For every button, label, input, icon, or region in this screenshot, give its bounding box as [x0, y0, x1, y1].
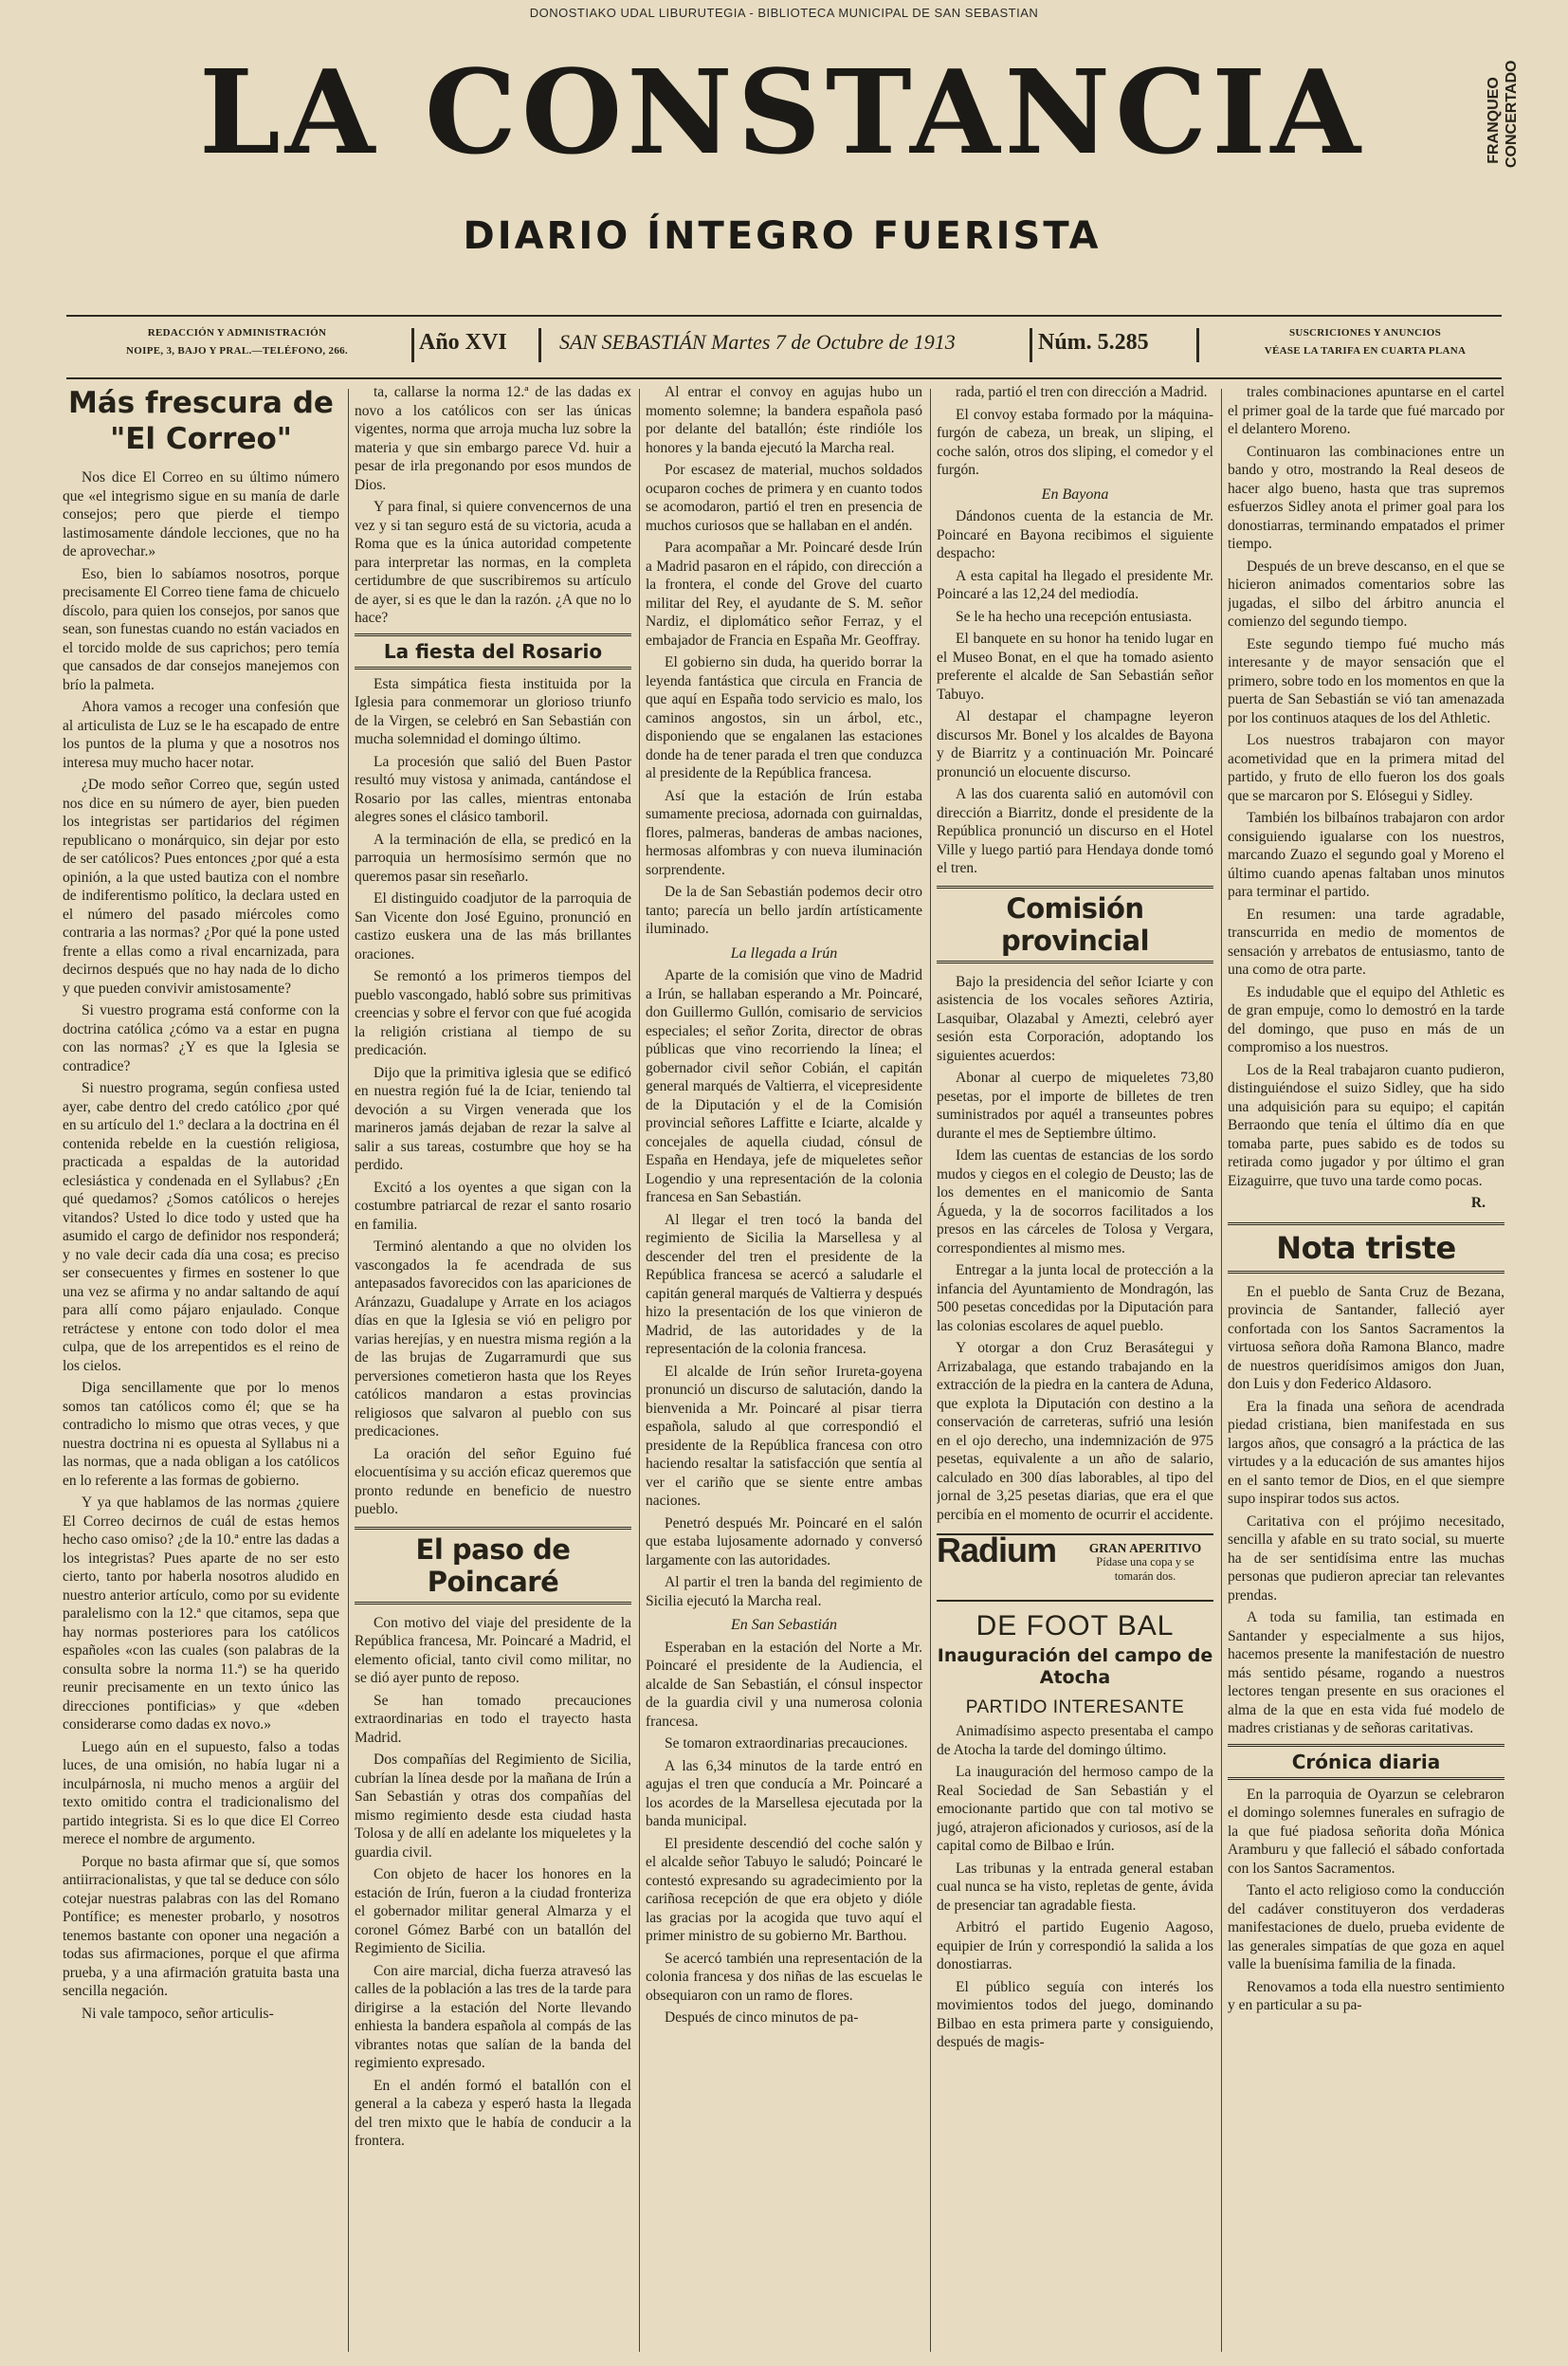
paragraph: A las dos cuarenta salió en automóvil con dirección a Biarritz, donde el presidente de la República pronunció un discurso en el Hotel Ville y luego partió para Hendaya donde tomó el tren. [937, 786, 1213, 876]
section-heading-partido-interesante: PARTIDO INTERESANTE [965, 1697, 1185, 1717]
paragraph: Y otorgar a don Cruz Berasátegui y Arrizabalaga, que estando trabajando en la extracción de la piedra en la cantera de Aduna, que explota la Diputación con destino a la conservación de carreteras, sufrió una lesión en el ojo derecho, una indemnización de 975 pesetas, equivalente a un año de salario, calculado en 300 días laborables, al tipo del jornal de 3,25 pesetas diarias, que era el que percibía en el momento de ocurrir el accidente. [937, 1340, 1213, 1523]
paragraph: Este segundo tiempo fué mucho más interesante y de mayor sensación que el primero, sobre todo en los momentos en que la puerta de San Sebastián se vió tan amenazada por los continuos ataques de los del Athletic. [1228, 635, 1504, 726]
paragraph: Animadísimo aspecto presentaba el campo de Atocha la tarde del domingo último. [937, 1723, 1213, 1758]
paragraph: Ahora vamos a recoger una confesión que al articulista de Luz se le ha escapado de entre los puntos de la pluma y que a nosotros nos interesa muy mucho hacer notar. [63, 699, 339, 771]
paragraph: En la parroquia de Oyarzun se celebraron el domingo solemnes funerales en sufragio de la que fué piadosa señorita doña Mónica Aramburu y que falleció el sábado confortada con los Santos Sacramentos. [1228, 1786, 1504, 1877]
paragraph: Era la finada una señora de acendrada piedad cristiana, bien manifestada en sus largos años, que consagró a la práctica de las virtudes y a la educación de sus amantes hijos en el santo temor de Dios, en el que siempre supo inspirar todos sus actos. [1228, 1398, 1504, 1507]
column-rule [930, 389, 931, 2352]
section-heading-san-sebastian: En San Sebastián [731, 1617, 837, 1633]
paragraph: Los de la Real trabajaron cuanto pudieron, distinguiéndose el suizo Sidley, que ha sido una adquisición para su equipo; el capitán Berraondo que tenía el último día en que tomaba parte, pues sabido es de todos su retirada como jugador y por último el gran Eizaguirre, que tuvo una tarde como pocas. [1228, 1061, 1504, 1189]
paragraph: Las tribunas y la entrada general estaban cual nunca se ha visto, repletas de gente, ávida de presenciar tan agradable fiesta. [937, 1860, 1213, 1914]
paragraph: Bajo la presidencia del señor Iciarte y con asistencia de los vocales señores Aztiria, Lasquibar, Olazabal y Amezti, celebró ayer sesión esta Corporación, adoptando los siguientes acuerdos: [937, 973, 1213, 1064]
paragraph: Se le ha hecho una recepción entusiasta. [956, 608, 1193, 625]
paragraph: El convoy estaba formado por la máquina-furgón de cabeza, un break, un sliping, el coche salón, otros dos sliping, el comedor y el furgón. [937, 406, 1213, 478]
paragraph: Con objeto de hacer los honores en la estación de Irún, fueron a la ciudad fronteriza el gobernador militar general Almarza y el coronel Gómez Barbé con un batallón del Regimiento de Sicilia. [355, 1866, 631, 1956]
paragraph: Renovamos a toda ella nuestro sentimiento y en particular a su pa- [1228, 1978, 1504, 2013]
paragraph: La inauguración del hermoso campo de la Real Sociedad de San Sebastián y el emocionante partido que con tal motivo se jugó, atrajeron aficionados y curiosos, así de la capital como de Bilbao e Irún. [937, 1764, 1213, 1854]
section-heading-llegada-irun: La llegada a Irún [730, 945, 838, 962]
column-1 [63, 383, 339, 2356]
paragraph: Aparte de la comisión que vino de Madrid a Irún, se hallaban esperando a Mr. Poincaré, don Guillermo Gullón, comisario de servicios especiales; el señor Zorita, director de obras públicas que vino recorriendo la línea; el gobernador civil señor Cobián, el capitán general marqués de Valtierra, el vicepresidente de la Diputación y el de la Comisión provincial señores Laffitte e Iciarte, alcalde y concejales de aquella ciudad, cónsul de España en Hendaya, jefe de miqueletes señor Logendio y una representación de la colonia francesa en San Sebastián. [646, 967, 922, 1205]
page-columns [63, 383, 1505, 2356]
article-title-nota-triste: Nota triste [1228, 1222, 1504, 1274]
column-3 [646, 383, 922, 2356]
paragraph: El público seguía con interés los movimientos todos del juego, dominando Bilbao en esta primera parte y consiguiendo, después de magis- [937, 1978, 1213, 2050]
paragraph: Idem las cuentas de estancias de los sordo mudos y ciegos en el colegio de Deusto; las de los dementes en el manicomio de Santa Águeda, y la de socorros facilitados a los presos en las cárceles de Tolosa y Vergara, correspondientes al mismo mes. [937, 1147, 1213, 1256]
divider-bar [538, 328, 541, 362]
paragraph: trales combinaciones apuntarse en el cartel el primer goal de la tarde que fué marcado por el delantero Moreno. [1228, 384, 1504, 437]
issue-year: Año XVI [419, 330, 507, 355]
paragraph: En resumen: una tarde agradable, transcurrida en medio de momentos de sensación y arrebatos de entusiasmo, tanto de una como de otra parte. [1228, 906, 1504, 978]
paragraph: Terminó alentando a que no olviden los vascongados la fe acendrada de sus antepasados favorecidos con las apariciones de Aránzazu, Guadalupe y Arrate en los aciagos días en que la Iglesia se vió en peligro por varias herejías, y en nuestra misma región a la de las brujas de Zugarramurdi que sus perversiones cometieron hasta que los Reyes católicos mandaron a estas provincias religiosos que salvaron al pueblo con sus predicaciones. [355, 1238, 631, 1440]
paragraph: El alcalde de Irún señor Irureta-goyena pronunció un discurso de salutación, dando la bienvenida a Mr. Poincaré al pisar tierra española, saludo al que correspondió el presidente de la República francesa con otro haciendo resaltar la satisfacción que sentía al ver el cariño que se siente entre ambas naciones. [646, 1363, 922, 1509]
paragraph: Luego aún en el supuesto, falso a todas luces, de una omisión, no había lugar ni a inculpárnosla, ni mucho menos a argüir del texto omitido contra el tradicionalismo del partido integrista. Si es lo que dice El Correo merece el nombre de argumento. [63, 1738, 339, 1847]
paragraph: Con aire marcial, dicha fuerza atravesó las calles de la población a las tres de la tarde para dirigirse a la estación del Norte llevando enhiesta la bandera española al compás de las vibrantes notas que salían de la banda del regimiento expresado. [355, 1962, 631, 2071]
paragraph: Después de un breve descanso, en el que se hicieron animados comentarios sobre las jugadas, el silbo del árbitro anuncia el comienzo del segundo tiempo. [1228, 558, 1504, 630]
redaccion-line: REDACCIÓN Y ADMINISTRACIÓN [147, 327, 327, 339]
paragraph: A la terminación de ella, se predicó en la parroquia un hermosísimo sermón que no queremos pasar sin reseñarlo. [355, 831, 631, 885]
paragraph: rada, partió el tren con dirección a Madrid. [956, 384, 1208, 400]
article-title-paso-poincare: El paso de Poincaré [355, 1527, 631, 1605]
article-signature: R. [1470, 1195, 1486, 1211]
paragraph: Se han tomado precauciones extraordinarias en todo el trayecto hasta Madrid. [355, 1692, 631, 1746]
paragraph: Arbitró el partido Eugenio Aagoso, equipier de Irún y correspondió la salida a los donostiarras. [937, 1919, 1213, 1972]
paragraph: Después de cinco minutos de pa- [665, 2009, 859, 2026]
paragraph: Entregar a la junta local de protección a la infancia del Ayuntamiento de Mondragón, las 500 pesetas concedidas por la Diputación para las colonias escolares de aquel pueblo. [937, 1262, 1213, 1334]
paragraph: Se tomaron extraordinarias precauciones. [665, 1735, 908, 1752]
paragraph: Es indudable que el equipo del Athletic es de gran empuje, como lo demostró en la tarde del domingo, que puso en más de un compromiso a los nuestros. [1228, 983, 1504, 1055]
paragraph: Abonar al cuerpo de miqueletes 73,80 pesetas, por el importe de billetes de tren suministrados por aquél a transeuntes pobres durante el mes de Septiembre último. [937, 1070, 1213, 1142]
column-2 [355, 383, 631, 2356]
article-title-cronica-diaria: Crónica diaria [1228, 1744, 1504, 1780]
masthead-rule-bottom [66, 377, 1502, 379]
paragraph: También los bilbaínos trabajaron con ardor consiguiendo igualarse con los nuestros, marcando Zuazo el segundo goal y Moreno el último cuando apenas faltaban unos minutos para terminar el partido. [1228, 810, 1504, 900]
paragraph: Porque no basta afirmar que sí, que somos antiirracionalistas, y que tal se deduce con sólo cotejar nuestras palabras con las del Romano Pontífice; es menester probarlo, y nosotros tenemos bastante con oponer una negación a todas sus afirmaciones, porque el que afirma prueba, y a una afirmación gratuita basta una sencilla negación. [63, 1853, 339, 1999]
paragraph: Si nuestro programa, según confiesa usted ayer, cabe dentro del credo católico ¿por qué en su artículo del 1.º declara a la doctrina en él contenida rebelde en la cuestión religiosa, practicada a espaldas de la autoridad eclesiástica y condenada en el Syllabus? ¿En qué quedamos? ¿Somos católicos o herejes vitandos? Usted lo dice todo y usted que ha asumido el cargo de definidor nos responderá; y no vale decir cada día una cosa; es preciso ser consecuentes y firmes en sostener lo que una vez se afirma y no andar saltando de aquí para allí como pájaro enjaulado. Conque retráctese y entone con todo dolor el mea culpa, que de los arrepentidos es el reino de los cielos. [63, 1080, 339, 1374]
paragraph: Dijo que la primitiva iglesia que se edificó en nuestra región fué la de Iciar, teniendo tal devoción a su Virgen venerada que los marineros jamás dejaban de rezar la salve al salir a sus tareas, costumbre que hoy se ha perdido. [355, 1064, 631, 1173]
paragraph: Con motivo del viaje del presidente de la República francesa, Mr. Poincaré a Madrid, el elemento oficial, tanto civil como militar, no se dió ayer punto de reposo. [355, 1614, 631, 1686]
redaccion-address: NOIPE, 3, BAJO Y PRAL.—TELÉFONO, 266. [126, 345, 348, 357]
masthead-subtitle: DIARIO ÍNTEGRO FUERISTA [463, 214, 1102, 258]
radium-slogan [1077, 1541, 1213, 1584]
masthead-rule-top [66, 315, 1502, 317]
article-title-inauguracion-atocha: Inauguración del campo de Atocha [937, 1644, 1213, 1688]
paragraph: Así que la estación de Irún estaba sumamente preciosa, adornada con guirnaldas, flores, palmeras, banderas de ambas naciones, hermosas alfombras y con nueva iluminación sorprendente. [646, 787, 922, 878]
subscriptions-line: SUSCRICIONES Y ANUNCIOS [1288, 327, 1442, 339]
radium-lead: GRAN APERITIVO [1088, 1541, 1202, 1555]
column-rule [639, 389, 640, 2352]
paragraph: Al entrar el convoy en agujas hubo un momento solemne; la bandera española pasó por delante del batallón; éste rindióle los honores y la banda ejecutó la Marcha real. [646, 384, 922, 456]
paragraph: A las 6,34 minutos de la tarde entró en agujas el tren que conducía a Mr. Poincaré a los acordes de la Marsellesa ejecutada por la banda municipal. [646, 1757, 922, 1829]
franqueo-line: CONCERTADO [1504, 60, 1520, 168]
paragraph: Al partir el tren la banda del regimiento de Sicilia ejecutó la Marcha real. [646, 1574, 922, 1609]
paragraph: Para acompañar a Mr. Poincaré desde Irún a Madrid pasaron en el rápido, con dirección a la frontera, el conde del Grove del cuarto militar del Rey, el ayudante de S. M. señor Nardiz, el diplomático señor Ferraz, y el embajador de Francia en España Mr. Geoffray. [646, 540, 922, 649]
paragraph: ¿De modo señor Correo que, según usted nos dice en su número de ayer, bien pueden los integristas ser partidarios del régimen republicano o monárquico, sin dejar por esto de ser católicos? Pues entonces ¿por qué a esta opinión, a la que usted bautiza con el nombre de indiferentismo político, la declara usted en el número del pasado miércoles como contraria a las normas? ¿Por qué la pone usted frente a ellas como a rival encarnizada, para decirnos después que no hay nada de lo dicho y que pueden convivir amistosamente? [63, 777, 339, 997]
paragraph: El gobierno sin duda, ha querido borrar la leyenda fantástica que circula en Francia de que aquí en España todo servicio es malo, los caminos angostos, sin un árbol, etc., disponiendo que se engalanen las estaciones donde ha de tener parada el tren que conduzca al presidente de la República francesa. [646, 654, 922, 781]
redaccion-info [66, 324, 408, 360]
paragraph: Los nuestros trabajaron con mayor acometividad que en la primera mitad del partido, y fruto de ello fueron los dos goals que se marcaron por S. Elósegui y Sidley. [1228, 732, 1504, 804]
paragraph: Caritativa con el prójimo necesitado, sencilla y afable en su trato social, su muerte ha de ser sentidísima entre las muchas personas que pudieron apreciar tan relevantes prendas. [1228, 1513, 1504, 1604]
subscriptions-info [1228, 324, 1503, 360]
section-title-football: DE FOOT BAL [975, 1610, 1175, 1642]
section-heading-bayona: En Bayona [1041, 486, 1109, 503]
paragraph: En el andén formó el batallón con el general a la cabeza y esperó hasta la llegada del tren mixto que le había de conducir a la frontera. [355, 2077, 631, 2149]
paragraph: Ni vale tampoco, señor articulis- [82, 2005, 274, 2022]
tarifa-line: VÉASE LA TARIFA EN CUARTA PLANA [1264, 345, 1467, 357]
paragraph: Al destapar el champagne leyeron discursos Mr. Bonel y los alcaldes de Bayona y de Biarritz y a continuación Mr. Poincaré pronunció un elocuente discurso. [937, 708, 1213, 780]
paragraph: Esta simpática fiesta instituida por la Iglesia para conmemorar un glorioso triunfo de la Virgen, se celebró en San Sebastián con mucha solemnidad el domingo último. [355, 675, 631, 747]
paragraph: Dos compañías del Regimiento de Sicilia, cubrían la línea desde por la mañana de Irún a San Sebastián y otras dos compañías del mismo regimiento desde esta ciudad hasta Tolosa y de allí en adelante los miqueletes y la guardia civil. [355, 1752, 631, 1861]
paragraph: Continuaron las combinaciones entre un bando y otro, mostrando la Real deseos de hacer algo bueno, hasta que tras supremos esfuerzos Sidley anota el primer goal para los donostiarras, terminando empatados el primer tiempo. [1228, 443, 1504, 552]
article-title-fiesta-rosario: La fiesta del Rosario [355, 633, 631, 669]
paragraph: Por escasez de material, muchos soldados ocuparon coches de primera y en cuanto todos se acomodaron, partió el tren en presencia de muchos curiosos que se hallaban en el andén. [646, 462, 922, 534]
issue-number: Núm. 5.285 [1038, 330, 1149, 355]
paragraph: A esta capital ha llegado el presidente Mr. Poincaré a las 12,24 del mediodía. [937, 567, 1213, 602]
radium-brand-name: Radium [937, 1531, 1057, 1569]
paragraph: Y ya que hablamos de las normas ¿quiere El Correo decirnos de cuál de estas hemos hecho caso omiso? ¿de la 10.ª entre las dadas a los integristas? Pues aparte de no ser esto cierto, tanto por haberla nosotros aludido en nuestro anterior artículo, como por su evidente paralelismo con la 12.ª que citamos, sepa que hay normas posteriores para los católicos españoles «con las cuales (son palabras de la consulta sobre la norma 11.ª) se ha querido reunir precisamente en un texto único las direcciones pontificias» y que «deben considerarse como dadas ex novo.» [63, 1495, 339, 1733]
paragraph: Si vuestro programa está conforme con la doctrina católica ¿cómo va a estar en pugna con las normas? ¿Y es que la Iglesia se contradice? [63, 1002, 339, 1074]
divider-bar [411, 328, 414, 362]
column-rule [348, 389, 349, 2352]
column-4 [937, 383, 1213, 2356]
paragraph: El presidente descendió del coche salón y el alcalde señor Tabuyo le saludó; Poincaré le contestó expresando su agradecimiento por la cariñosa recepción de que era objeto y dióle las gracias por la acogida que tuvo aquí el primer ministro de su gobierno Mr. Barthou. [646, 1835, 922, 1944]
paragraph: Penetró después Mr. Poincaré en el salón que estaba lujosamente adornado y conversó largamente con las autoridades. [646, 1514, 922, 1568]
franqueo-line: FRANQUEO [1486, 77, 1502, 164]
franqueo-concertado-label [1485, 60, 1521, 168]
article-title-comision-provincial: Comisión provincial [937, 886, 1213, 963]
paragraph: ta, callarse la norma 12.ª de las dadas ex novo a los católicos con ser las únicas vigentes, norma que arroja mucha luz sobre la materia y que sin embargo parece Vd. huir a pesar de irla pregonando por esos mundos de Dios. [355, 384, 631, 493]
paragraph: En el pueblo de Santa Cruz de Bezana, provincia de Santander, falleció ayer confortada con los Santos Sacramentos la virtuosa señora doña Ramona Blanco, madre de nuestros queridísimos amigos don Juan, don Luis y don Federico Aldasoro. [1228, 1283, 1504, 1392]
issue-info-strip [66, 321, 1502, 376]
column-rule [1221, 389, 1222, 2352]
paragraph: A toda su familia, tan estimada en Santander y especialmente a sus hijos, hacemos presente la manifestación de nuestro más sentido pésame, rogando a nuestros lectores tengan presente en sus oraciones el alma de la que en esta vida fué modelo de madres cristianas y de señoras caritativas. [1228, 1609, 1504, 1736]
divider-bar [1030, 328, 1032, 362]
paragraph: Al llegar el tren tocó la banda del regimiento de Sicilia la Marsellesa y al descender del tren el presidente de la República francesa se acercó a saludarle el capitán general marqués de Valtierra y después hizo la presentación de los que vinieron de Madrid, de las autoridades y de la representación de la colonia francesa. [646, 1211, 922, 1357]
paragraph: Eso, bien lo sabíamos nosotros, porque precisamente El Correo tiene fama de chicuelo díscolo, para quien los consejos, por sanos que sean, son funestas cuando no están vaciados en el torcido molde de sus caprichos; pero temía que cansados de dar consejos manejemos con brío la palmeta. [63, 565, 339, 693]
paragraph: Nos dice El Correo en su último número que «el integrismo sigue en su manía de darle consejos; pero que pierde el tiempo lastimosamente dándole lecciones, que no ha de aprovechar.» [63, 469, 339, 559]
library-banner: DONOSTIAKO UDAL LIBURUTEGIA - BIBLIOTECA MUNICIPAL DE SAN SEBASTIAN [529, 6, 1039, 20]
radium-text: Pídase una copa y se tomarán dos. [1096, 1555, 1194, 1583]
paragraph: Y para final, si quiere convencernos de una vez y si tan seguro está de su victoria, acuda a Roma que es la única autoridad competente para interpretar las normas, en la completa certidumbre de que suscribiremos su artículo de ayer, si es que le dan la razón. ¿A que no lo hace? [355, 499, 631, 626]
paragraph: La procesión que salió del Buen Pastor resultó muy vistosa y animada, cantándose el Rosario por las calles, mientras entonaba alegres sones el clásico tamboril. [355, 753, 631, 825]
paragraph: El banquete en su honor ha tenido lugar en el Museo Bonat, en el que ha tomado asiento preferente el alcalde de San Sebastián señor Tabuyo. [937, 631, 1213, 703]
article-title-mas-frescura: Más frescura de "El Correo" [68, 386, 334, 456]
radium-advertisement [937, 1533, 1213, 1602]
divider-bar [1196, 328, 1199, 362]
paragraph: La oración del señor Eguino fué elocuentísima y su acción eficaz queremos que pronto redunde en beneficio de nuestro pueblo. [355, 1445, 631, 1517]
paragraph: Dándonos cuenta de la estancia de Mr. Poincaré en Bayona recibimos el siguiente despacho: [937, 508, 1213, 561]
masthead-title: LA CONSTANCIA [198, 44, 1366, 180]
paragraph: El distinguido coadjutor de la parroquia de San Vicente don José Eguino, pronunció en castizo euskera una de las más brillantes oraciones. [355, 890, 631, 963]
paragraph: Tanto el acto religioso como la conducción del cadáver constituyeron dos verdaderas manifestaciones de duelo, prueba evidente de las generales simpatías de que goza en aquel valle la buenísima familia de la finada. [1228, 1882, 1504, 1972]
paragraph: Se acercó también una representación de la colonia francesa y dos niñas de las escuelas le obsequiaron con un ramo de flores. [646, 1950, 922, 2004]
column-5 [1228, 383, 1504, 2356]
paragraph: Se remontó a los primeros tiempos del pueblo vascongado, habló sobre sus primitivas creencias y sobre el fervor con que fué acogida la religión cristiana al tiempo de su predicación. [355, 968, 631, 1058]
issue-date: SAN SEBASTIÁN Martes 7 de Octubre de 1913 [559, 330, 956, 354]
paragraph: Esperaban en la estación del Norte a Mr. Poincaré el presidente de la Audiencia, el alcalde de San Sebastián, el cónsul inspector de la guardia civil y una numerosa colonia francesa. [646, 1639, 922, 1730]
paragraph: De la de San Sebastián podemos decir otro tanto; parecía un bello jardín artísticamente iluminado. [646, 884, 922, 937]
article-mas-frescura [63, 468, 339, 2023]
paragraph: Diga sencillamente que por lo menos somos tan católicos como él; que se ha contradicho lo mismo que otras veces, y que nuestra doctrina ni es opuesta al Syllabus ni a las normas, que a nada obligan a los católicos en lo referente a las formas de gobierno. [63, 1380, 339, 1489]
paragraph: Excitó a los oyentes a que sigan con la costumbre patriarcal de rezar el santo rosario en familia. [355, 1179, 631, 1233]
